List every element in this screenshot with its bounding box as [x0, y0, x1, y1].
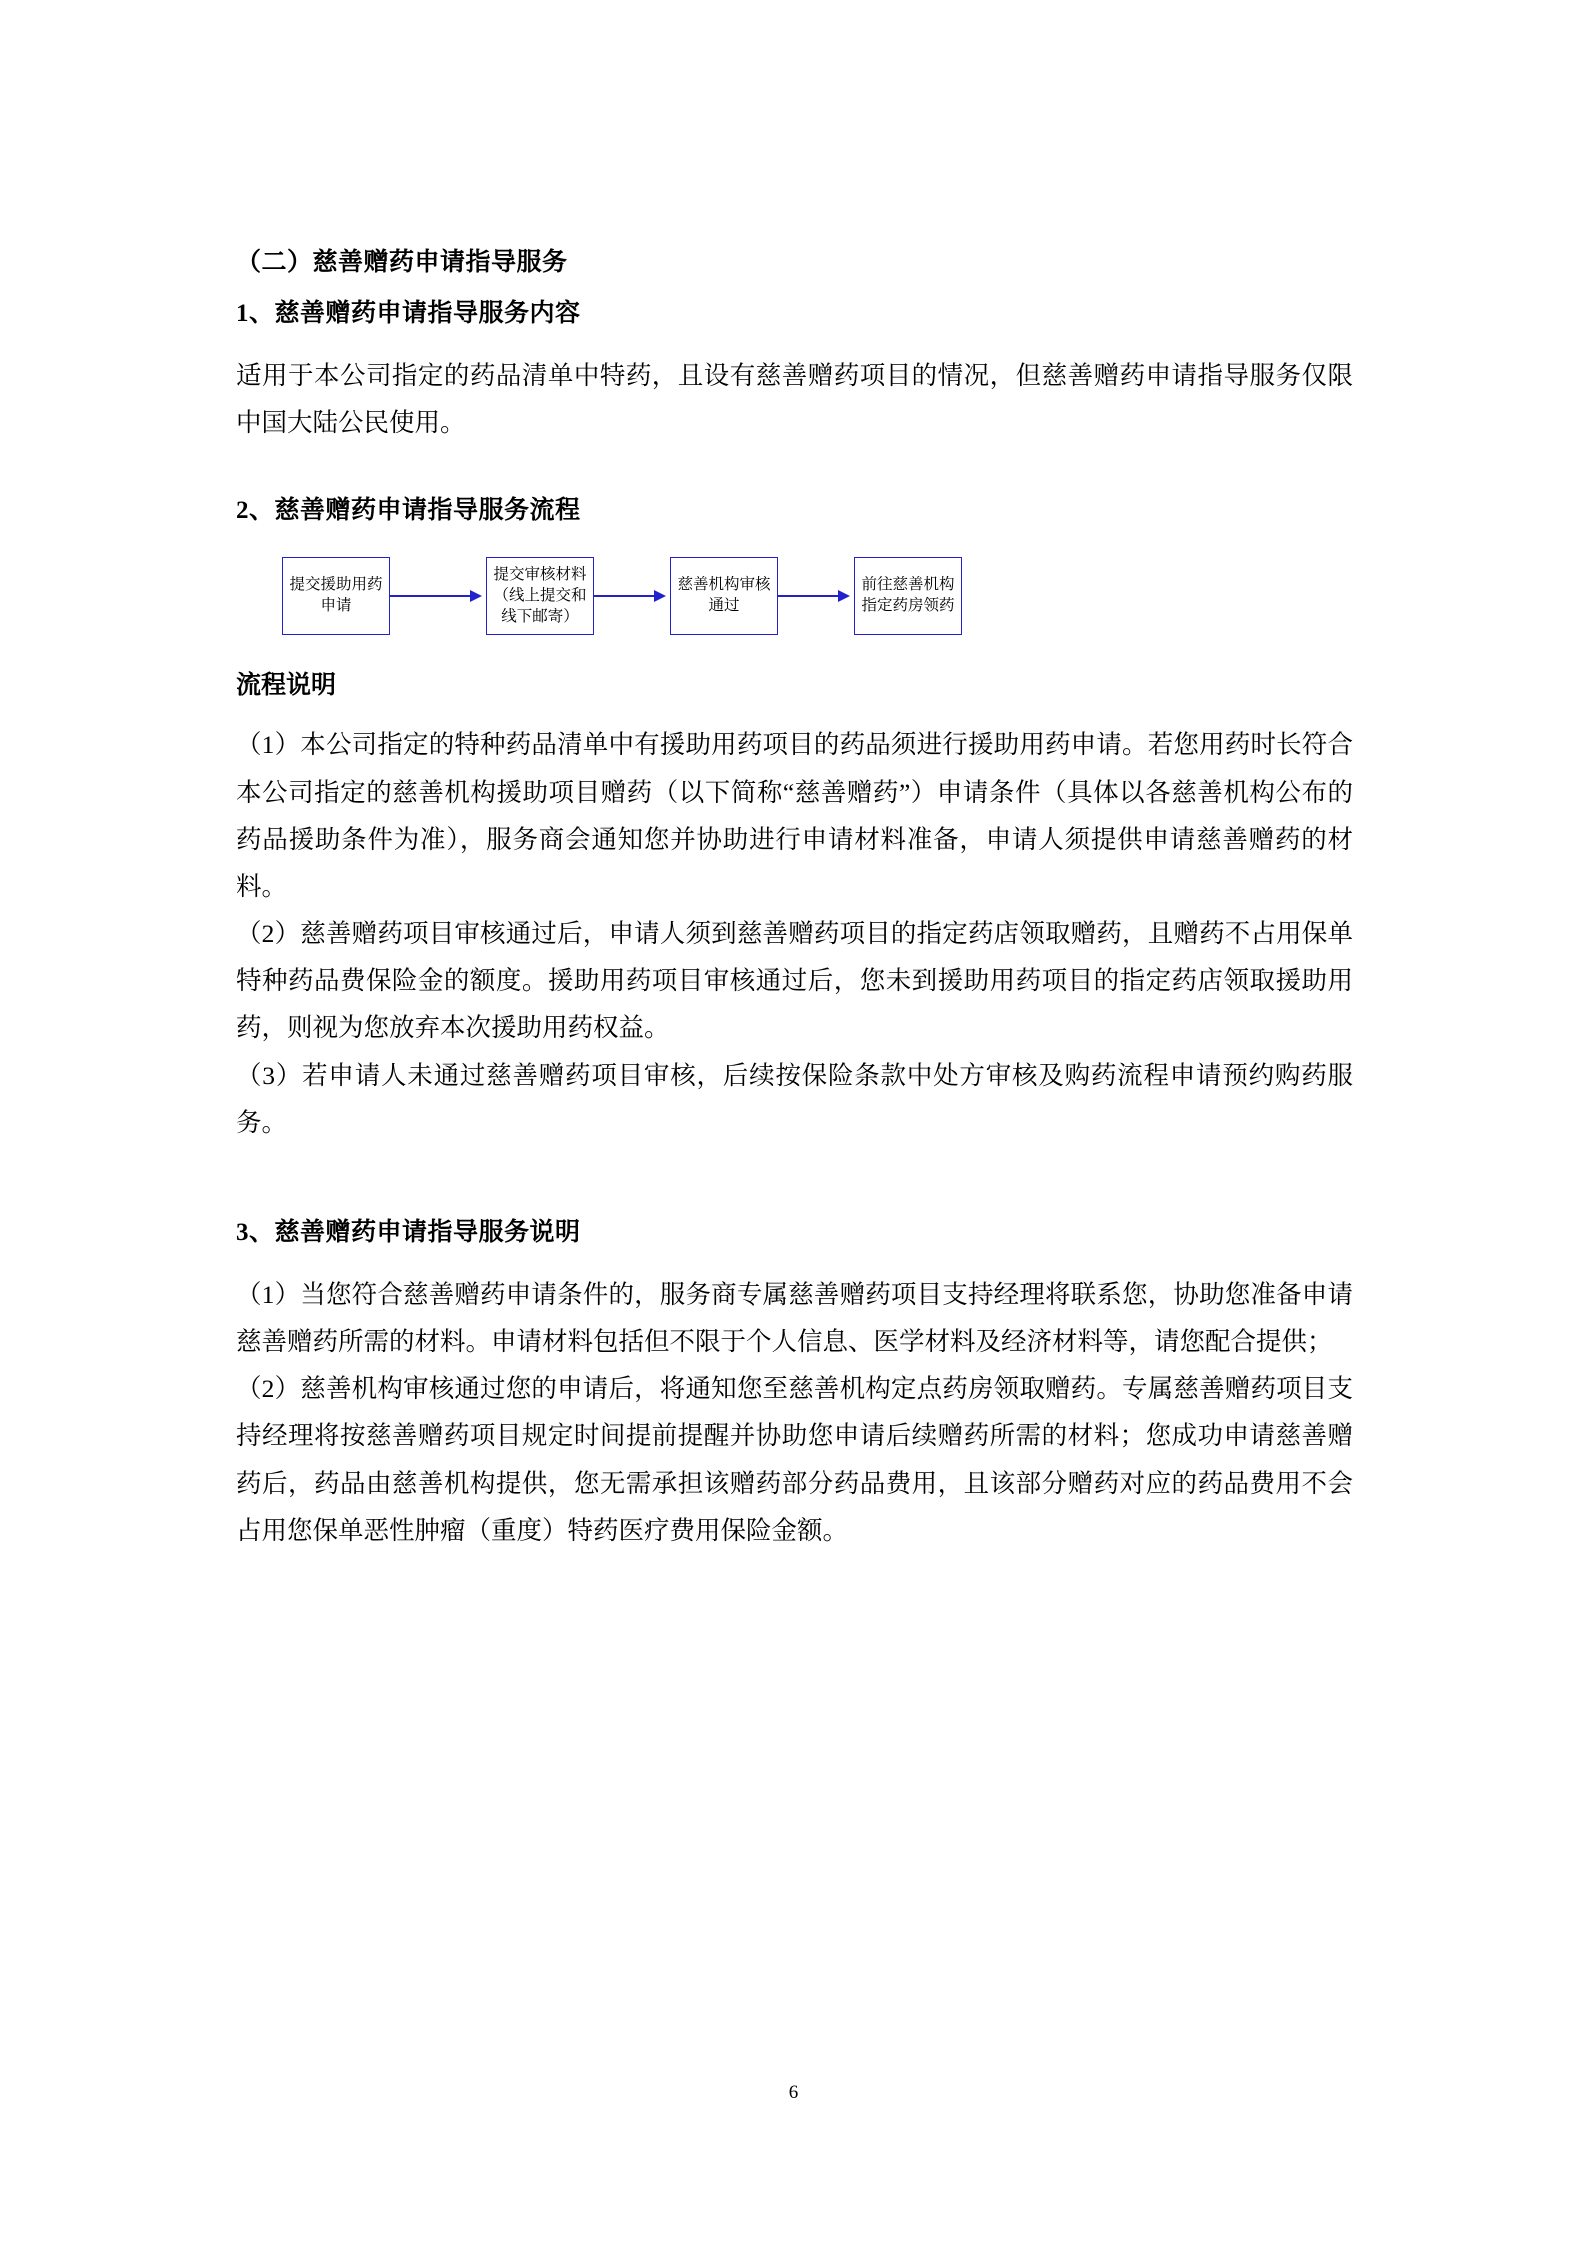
flow-step-2: 提交审核材料（线上提交和线下邮寄） [486, 557, 594, 635]
flow-item-1: （1）本公司指定的特种药品清单中有援助用药项目的药品须进行援助用药申请。若您用药时长符合本公司指定的慈善机构援助项目赠药（以下简称“慈善赠药”）申请条件（具体以各慈善机构公布的药品援助条件为准），服务商会通知您并协助进行申请材料准备，申请人须提供申请慈善赠药的材料。 [236, 730, 1353, 901]
process-flow-diagram [236, 557, 1353, 635]
subsection-3-item-2: （2）慈善机构审核通过您的申请后，将通知您至慈善机构定点药房领取赠药。专属慈善赠药项目支持经理将按慈善赠药项目规定时间提前提醒并协助您申请后续赠药所需的材料；您成功申请慈善赠药后，药品由慈善机构提供，您无需承担该赠药部分药品费用，且该部分赠药对应的药品费用不会占用您保单恶性肿瘤（重度）特药医疗费用保险金额。 [236, 1374, 1353, 1545]
flow-arrow-3-icon [778, 589, 854, 603]
subsection-2-heading: 2、慈善赠药申请指导服务流程 [236, 497, 581, 525]
subsection-1-paragraph: 适用于本公司指定的药品清单中特药，且设有慈善赠药项目的情况，但慈善赠药申请指导服务仅限中国大陆公民使用。 [236, 361, 1353, 438]
page-number: 6 [788, 2082, 799, 2103]
subsection-1-heading: 1、慈善赠药申请指导服务内容 [236, 300, 581, 327]
flow-item-3: （3）若申请人未通过慈善赠药项目审核，后续按保险条款中处方审核及购药流程申请预约购药服务。 [236, 1060, 1353, 1137]
flow-step-4: 前往慈善机构指定药房领药 [854, 557, 962, 635]
spacer [236, 446, 1353, 498]
page-content [236, 250, 1353, 1554]
flow-description-heading: 流程说明 [236, 672, 337, 700]
flow-step-3: 慈善机构审核通过 [670, 557, 778, 635]
flow-arrow-2-icon [594, 589, 670, 603]
subsection-3-heading: 3、慈善赠药申请指导服务说明 [236, 1218, 581, 1246]
subsection-3-item-1: （1）当您符合慈善赠药申请条件的，服务商专属慈善赠药项目支持经理将联系您，协助您准备申请慈善赠药所需的材料。申请材料包括但不限于个人信息、医学材料及经济材料等，请您配合提供； [236, 1279, 1353, 1357]
section-heading: （二）慈善赠药申请指导服务 [236, 249, 568, 276]
flow-step-1: 提交援助用药申请 [282, 557, 390, 635]
flow-arrow-1-icon [390, 589, 486, 603]
spacer [236, 1146, 1353, 1220]
flow-item-2: （2）慈善赠药项目审核通过后，申请人须到慈善赠药项目的指定药店领取赠药，且赠药不占用保单特种药品费保险金的额度。援助用药项目审核通过后，您未到援助用药项目的指定药店领取援助用药，则视为您放弃本次援助用药权益。 [236, 919, 1353, 1043]
